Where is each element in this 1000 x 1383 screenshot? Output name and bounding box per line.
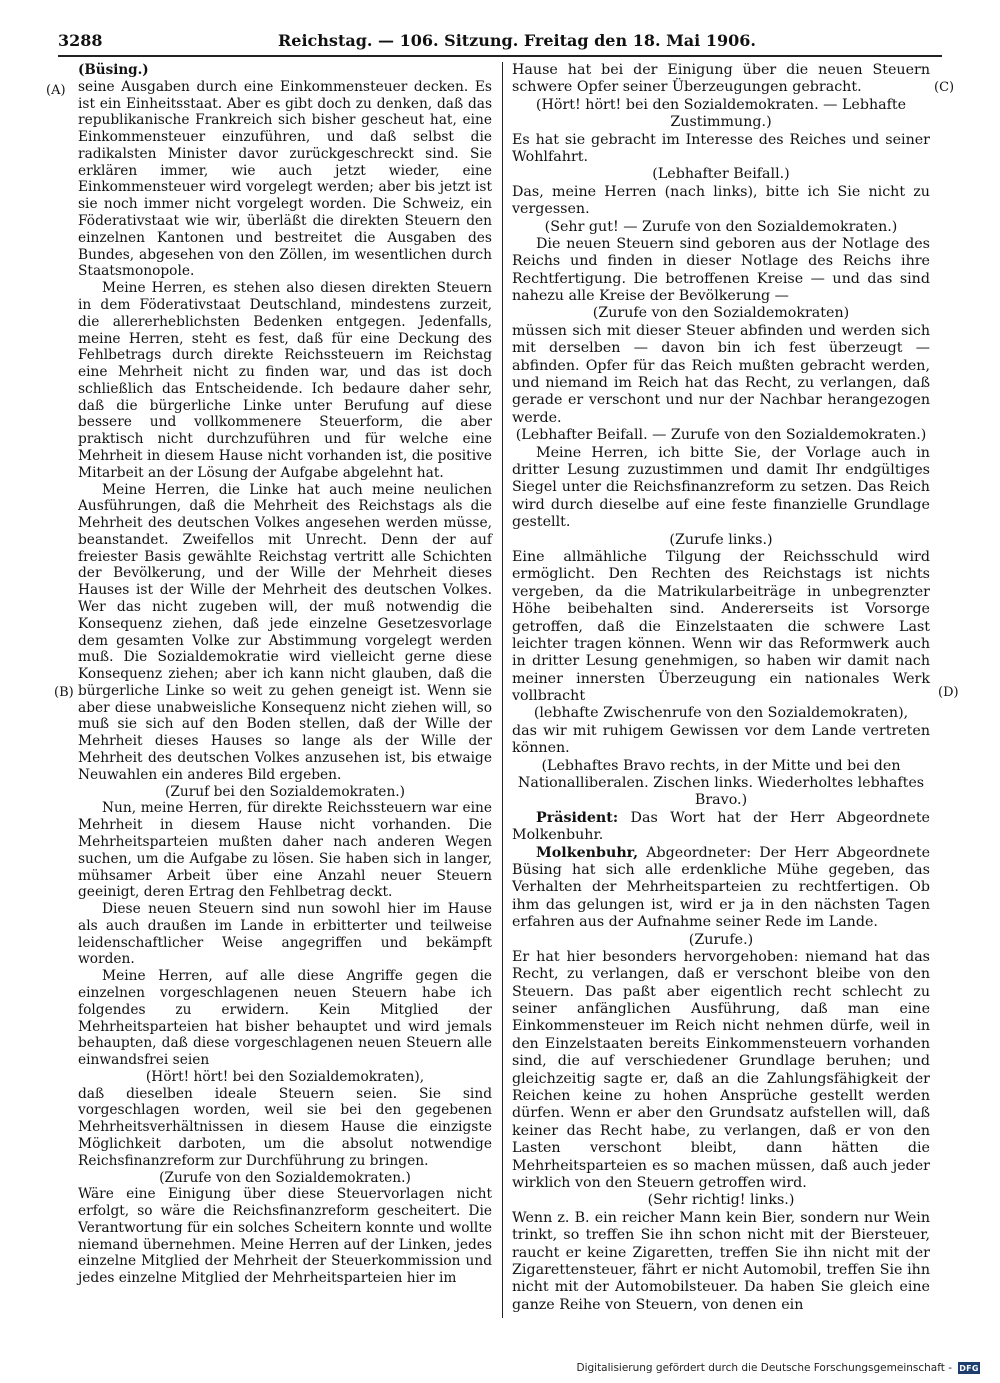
paragraph: seine Ausgaben durch eine Einkommensteuer decken. Es ist ein Einheitsstaat. Aber es gibt doch zu denken, daß das republikanische Frankreich sich bisher gescheut hat, eine Einkommensteuer einzuführen, und daß selbst die radikalsten Minister davor zurückgeschreckt sind. Sie erklären immer, wie auch jetzt wieder, eine Einkommensteuer wird vorgelegt werden; aber bis jetzt ist sie noch immer nicht vorgelegt worden. Die Schweiz, ein Föderativstaat wie wir, überläßt die direkten Steuern den einzelnen Kantonen und bestreitet die Ausgaben des Bundes, abgesehen von den Zöllen, im wesentlichen durch Staatsmonopole. <box>78 78 492 280</box>
header-rule <box>58 55 942 57</box>
running-title: Reichstag. — 106. Sitzung. Freitag den 18. Mai 1906. <box>278 31 756 50</box>
right-text-column <box>512 62 930 1314</box>
paragraph: Die neuen Steuern sind geboren aus der Notlage des Reichs und finden in dieser Notlage des Reichs ihre Rechtfertigung. Die betroffenen Kreise — und das sind nahezu alle Kreise der Bevölkerung — <box>512 235 930 305</box>
page-number: 3288 <box>58 31 103 50</box>
margin-marker-c: (C) <box>934 80 955 95</box>
interjection: (Lebhafter Beifall. — Zurufe von den Sozialdemokraten.) <box>515 427 927 444</box>
dfg-logo-icon: DFG <box>959 1363 979 1373</box>
paragraph: Diese neuen Steuern sind nun sowohl hier im Hause als auch draußen im Lande in erbitterter und teilweise leidenschaftlicher Weise angegriffen und bekämpft worden. <box>78 901 492 968</box>
interjection: (Zurufe links.) <box>669 531 773 548</box>
speaker-name: Präsident: <box>536 809 619 826</box>
speaker-paragraph <box>512 810 930 845</box>
paragraph: Hause hat bei der Einigung über die neuen Steuern schwere Opfer seiner Überzeugungen gebracht. <box>512 62 930 96</box>
speaker-text: Abgeordneter: Der Herr Abgeordnete Büsing hat sich alle erdenkliche Mühe gegeben, das Verhalten der Mehrheitsparteien zu rechtfertigen. Ob ihm das gelungen ist, wird er ja in den nächsten Tagen erfahren aus der Aufnahme seiner Rede im Lande. <box>512 844 930 931</box>
margin-marker-b: (B) <box>54 685 74 700</box>
interjection: (Lebhafter Beifall.) <box>652 166 790 183</box>
interjection: (Zuruf bei den Sozialdemokraten.) <box>164 783 406 800</box>
paragraph: Eine allmähliche Tilgung der Reichsschuld wird ermöglicht. Den Rechten des Reichstags ist nichts vergeben, da die Matrikularbeiträge in unbegrenzter Höhe beibehalten sind. Andererseits ist Vorsorge getroffen, daß die Einzelstaaten die schwere Last leichter tragen können. Wenn wir das Reformwerk auch in dritter Lesung genehmigen, so haben wir damit nach meiner innersten Überzeugung ein nationales Werk vollbracht <box>512 548 930 705</box>
paragraph: Wenn z. B. ein reicher Mann kein Bier, sondern nur Wein trinkt, so treffen Sie ihn schon nicht mit der Biersteuer, raucht er keine Zigaretten, treffen Sie ihn nicht mit der Zigarettensteuer, fährt er nicht Automobil, treffen Sie ihn nicht mit der Automobilsteuer. Da haben Sie gleich eine ganze Reihe von Steuern, von denen ein <box>512 1209 930 1313</box>
paragraph: Es hat sie gebracht im Interesse des Reiches und seiner Wohlfahrt. <box>512 131 930 165</box>
margin-marker-a: (A) <box>46 83 66 98</box>
interjection: (Sehr gut! — Zurufe von den Sozialdemokraten.) <box>544 218 898 235</box>
interjection: (Lebhaftes Bravo rechts, in der Mitte und bei den Nationalliberalen. Zischen links. Wiederholtes lebhaftes Bravo.) <box>517 757 925 809</box>
paragraph: das wir mit ruhigem Gewissen vor dem Lande vertreten können. <box>512 722 930 757</box>
paragraph: daß dieselben ideale Steuern seien. Sie sind vorgeschlagen worden, weil sie bei den gegebenen Mehrheitsverhältnissen in diesem Hause die einzigste Möglichkeit darboten, um die absolut notwendige Reichsfinanzreform zur Durchführung zu bringen. <box>78 1085 492 1169</box>
footer-text: Digitalisierung gefördert durch die Deutsche Forschungsgemeinschaft - <box>576 1362 952 1374</box>
interjection: (Hört! hört! bei den Sozialdemokraten), <box>145 1068 425 1085</box>
paragraph: Meine Herren, auf alle diese Angriffe gegen die einzelnen vorgeschlagenen neuen Steuern habe ich folgendes zu erwidern. Kein Mitglied der Mehrheitsparteien hat bisher behauptet und wird jemals behaupten, daß diese vorgeschlagenen neuen Steuern alle einwandsfrei seien <box>78 968 492 1069</box>
interjection: (lebhafte Zwischenrufe von den Sozialdemokraten), <box>533 705 909 722</box>
running-header <box>58 31 942 55</box>
paragraph: Nun, meine Herren, für direkte Reichssteuern war eine Mehrheit in diesem Hause nicht vorhanden. Die Mehrheitsparteien mußten daher nach anderen Wegen suchen, um die Aufgabe zu lösen. Sie haben sich in langer, mühsamer Arbeit über eine Anzahl neuer Steuern geeinigt, deren Ertrag den Fehlbetrag deckt. <box>78 800 492 901</box>
interjection: (Zurufe.) <box>688 931 754 948</box>
interjection: (Zurufe von den Sozialdemokraten) <box>592 305 850 322</box>
paragraph: Meine Herren, die Linke hat auch meine neulichen Ausführungen, daß die Mehrheit des Reichstags als die Mehrheit des deutschen Volkes angesehen werden müsse, beanstandet. Zweifellos mit Unrecht. Denn der auf freiester Basis gewählte Reichstag vertritt alle Schichten der Bevölkerung, und der Wille der Mehrheit dieses Hauses ist der Wille der Mehrheit des deutschen Volkes. Wer das nicht zugeben will, der muß notwendig die Konsequenz ziehen, daß jede einzelne Gesetzesvorlage dem gesamten Volke zur Abstimmung vorgelegt werden muß. Die Sozialdemokratie wird vielleicht gerne diese Konsequenz ziehen; aber ich kann nicht glauben, daß die bürgerliche Linke so weit zu gehen geneigt ist. Wenn sie aber diese unabweisliche Konsequenz nicht ziehen will, so muß sie sich auf den Boden stellen, daß der Wille der Mehrheit dieses Hauses so lange als der Wille der Mehrheit des deutschen Volkes anzusehen ist, bis etwaige Neuwahlen ein anderes Bild ergeben. <box>78 481 492 783</box>
footer-credit <box>576 1360 980 1376</box>
speaker-label: (Büsing.) <box>78 62 149 78</box>
paragraph: Das, meine Herren (nach links), bitte ich Sie nicht zu vergessen. <box>512 183 930 218</box>
paragraph: Meine Herren, es stehen also diesen direkten Steuern in dem Föderativstaat Deutschland, mindestens zurzeit, die allererheblichsten Bedenken entgegen. Jedenfalls, meine Herren, steht es fest, daß für eine Deckung des Fehlbetrags durch direkte Reichssteuern im Reichstag eine Mehrheit nicht zu finden war, und das ist doch schließlich das Entscheidende. Ich bedaure daher sehr, daß die bürgerliche Linke unter Berufung auf diese bessere und vollkommenere Steuerform, die aber praktisch nicht durchzuführen und für welche eine Mehrheit in diesem Hause nicht vorhanden ist, die positive Mitarbeit an der Lösung der Aufgabe abgelehnt hat. <box>78 280 492 481</box>
margin-marker-d: (D) <box>938 685 959 700</box>
paragraph: Wäre eine Einigung über diese Steuervorlagen nicht erfolgt, so wäre die Reichsfinanzreform gescheitert. Die Verantwortung für ein solches Scheitern konnte und wollte niemand übernehmen. Meine Herren auf der Linken, jedes einzelne Mitglied der Mehrheit der Steuerkommission und jedes einzelne Mitglied der Mehrheitsparteien hier im <box>78 1186 492 1287</box>
interjection: (Sehr richtig! links.) <box>647 1192 795 1209</box>
paragraph: Er hat hier besonders hervorgehoben: niemand hat das Recht, zu verlangen, daß er verschont bleibe von den Steuern. Das paßt aber eigentlich recht schlecht zu seiner anfänglichen Ausführung, daß man eine Einkommensteuer im Reich nicht nehmen dürfe, weil in den Einzelstaaten bereits Einkommensteuern vorhanden sind, die auf verschiedener Grundlage beruhen; und gleichzeitig sagte er, daß an die Zahlungsfähigkeit der Reichen keine zu hohen Ansprüche gestellt werden dürfen. Wenn er aber den Grundsatz aufstellen will, daß keiner das Recht habe, zu verlangen, daß er von den Lasten verschont bleibt, dann hätten die Mehrheitsparteien es so machen müssen, daß auch jeder wirklich von den Steuern getroffen wird. <box>512 948 930 1191</box>
paragraph: Meine Herren, ich bitte Sie, der Vorlage auch in dritter Lesung zuzustimmen und damit Ihr endgültiges Siegel unter die Reichsfinanzreform zu setzen. Das Reich wird durch dieselbe auf eine feste finanzielle Grundlage gestellt. <box>512 444 930 531</box>
interjection: (Hört! hört! bei den Sozialdemokraten. — Lebhafte Zustimmung.) <box>535 96 907 131</box>
speaker-name: Molkenbuhr, <box>536 844 639 861</box>
left-text-column <box>78 62 492 1287</box>
interjection: (Zurufe von den Sozialdemokraten.) <box>159 1169 411 1186</box>
speaker-paragraph <box>512 845 930 932</box>
speaker-text: Das Wort hat der Herr Abgeordnete Molkenbuhr. <box>512 809 930 844</box>
paragraph: müssen sich mit dieser Steuer abfinden und werden sich mit derselben — davon bin ich fest überzeugt — abfinden. Opfer für das Reich mußten gebracht werden, und niemand im Reich hat das Recht, zu verlangen, daß gerade er verschont und nur der Nachbar herangezogen werde. <box>512 322 930 426</box>
column-divider <box>502 62 503 1318</box>
